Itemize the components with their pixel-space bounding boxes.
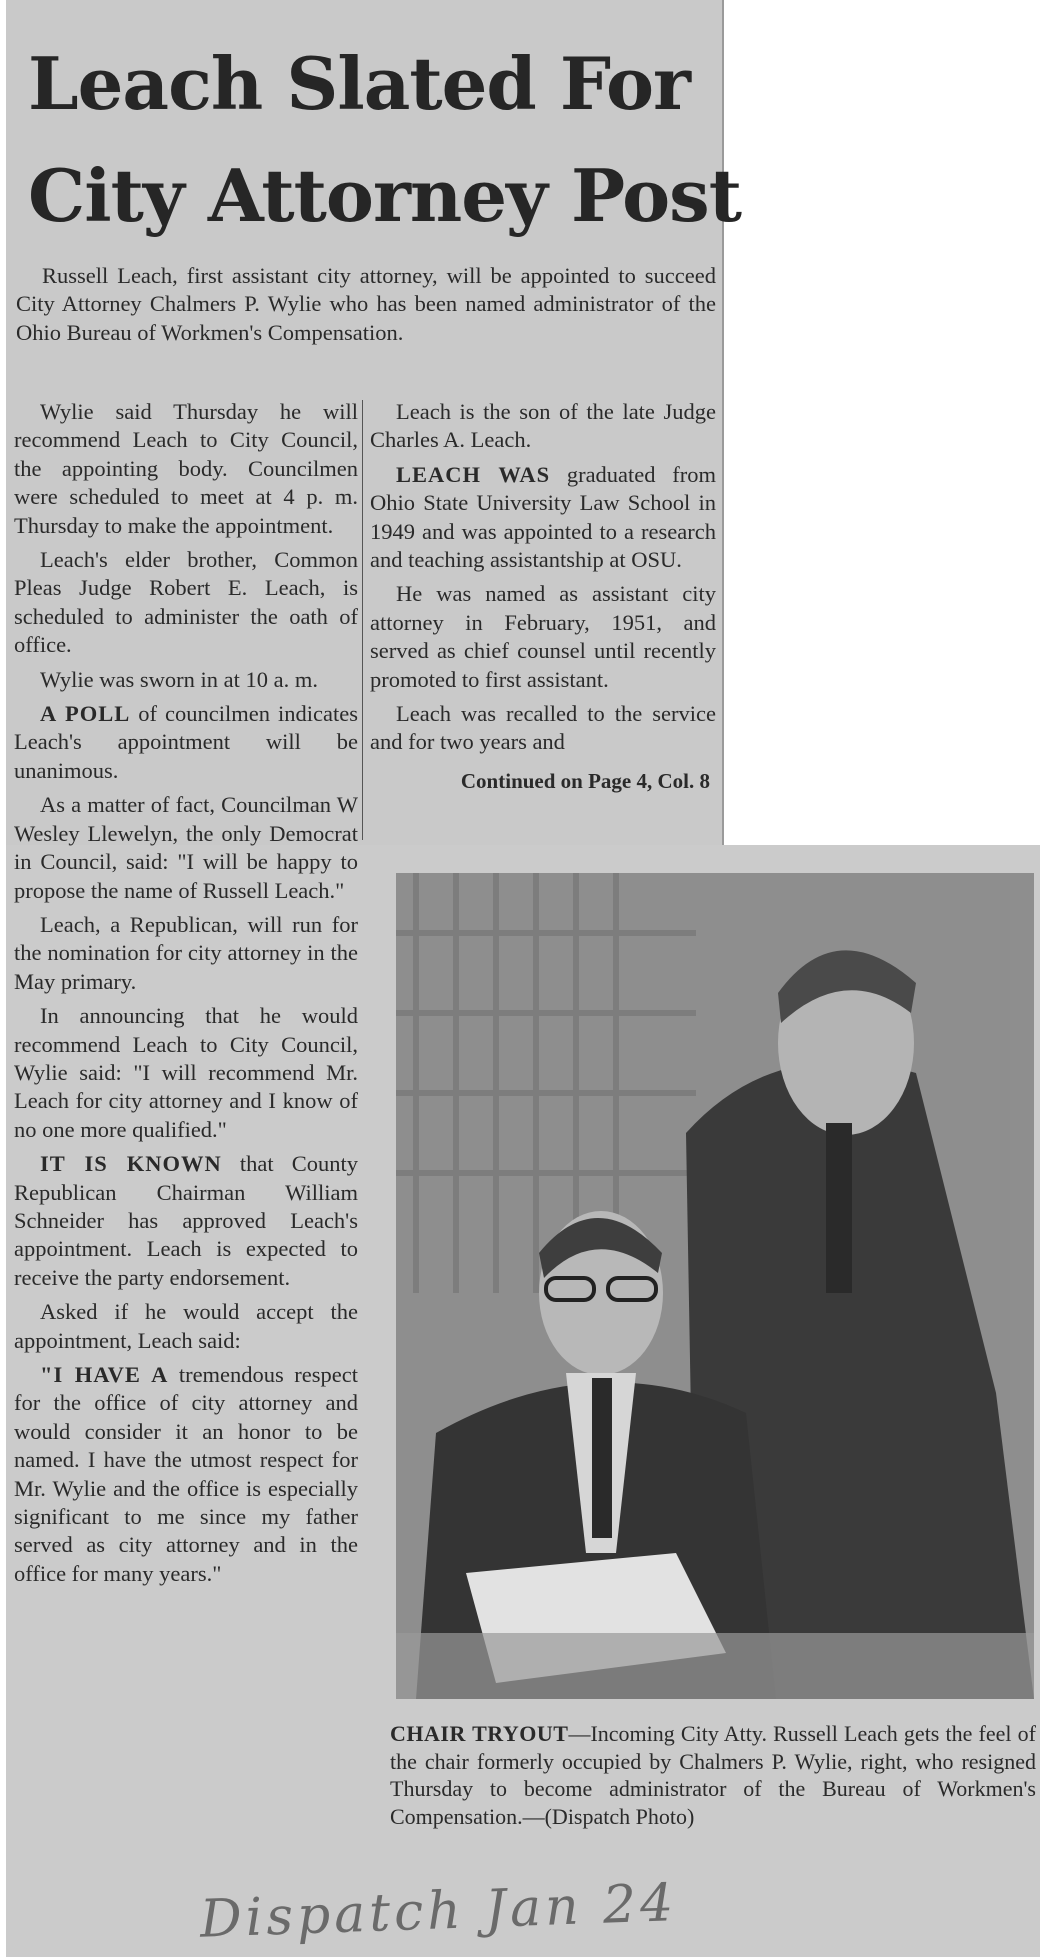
caption-caps: CHAIR TRYOUT [390, 1721, 569, 1746]
paragraph-text: graduated from Ohio State University Law School in 1949 and was appointed to a research and teaching assistantship at OSU. [370, 461, 716, 573]
caption-text: —Incoming City Atty. Russell Leach gets the feel of the chair formerly occupied by Chalmers P. Wylie, right, who resigned Thursday to become administrator of the Bureau of Workmen's Compensation.—(Dispatch Photo) [390, 1721, 1037, 1829]
column-rule [362, 400, 363, 840]
paragraph [14, 1361, 358, 1588]
headline-line-2: City Attorney Post [28, 153, 741, 238]
paragraph [14, 1150, 358, 1292]
paragraph: In announcing that he would recommend Leach to City Council, Wylie said: "I will recommend Mr. Leach for city attorney and I know of no one more qualified." [14, 1003, 358, 1142]
photo-illustration [396, 873, 1034, 1699]
paragraph: Leach, a Republican, will run for the nomination for city attorney in the May primary. [14, 911, 358, 994]
paragraph-text: of councilmen indicates Leach's appointment will be unanimous. [14, 701, 358, 783]
paragraph: Leach's elder brother, Common Pleas Judge Robert E. Leach, is scheduled to administer the oath of office. [14, 547, 358, 658]
subhead-caps: IT IS KNOWN [40, 1151, 222, 1177]
news-photo [396, 873, 1034, 1699]
article-column-left [14, 398, 358, 1594]
paragraph: He was named as assistant city attorney in February, 1951, and served as chief counsel until recently promoted to first assistant. [370, 581, 716, 692]
paragraph: Wylie said Thursday he will recommend Leach to City Council, the appointing body. Councilmen were scheduled to meet at 4 p. m. Thursday to make the appointment. [14, 399, 358, 538]
paragraph-text: that County Republican Chairman William Schneider has approved Leach's appointment. Leach is expected to receive the party endorsement. [14, 1151, 358, 1290]
continued-line: Continued on Page 4, Col. 8 [460, 768, 710, 793]
lead-paragraph: Russell Leach, first assistant city attorney, will be appointed to succeed City Attorney Chalmers P. Wylie who has been named administrator of the Ohio Bureau of Workmen's Compensation. [16, 263, 716, 345]
subhead-caps: "I HAVE A [40, 1362, 169, 1387]
headline [28, 28, 741, 252]
photo-caption [390, 1720, 1036, 1830]
headline-line-1: Leach Slated For [28, 41, 690, 126]
article-column-right [370, 398, 716, 795]
paragraph-text: tremendous respect for the office of city attorney and would consider it an honor to be named. I have the utmost respect for Mr. Wylie and the office is especially significant to me since my father served as city attorney and in the office for many years." [14, 1362, 358, 1586]
paragraph: Wylie was sworn in at 10 a. m. [40, 666, 318, 692]
paragraph: As a matter of fact, Councilman W Wesley Llewelyn, the only Democrat in Council, said: "I will be happy to propose the name of Russell Leach." [14, 792, 358, 903]
subhead-caps: A POLL [40, 701, 131, 727]
paragraph [14, 700, 358, 785]
paragraph: Leach is the son of the late Judge Charles A. Leach. [370, 399, 716, 453]
paragraph: Leach was recalled to the service and for two years and [370, 701, 716, 755]
lead-paragraph-block [16, 262, 716, 353]
subhead-caps: LEACH WAS [396, 461, 551, 487]
handwritten-note: Dispatch Jan 24 [198, 1873, 679, 1950]
paragraph [370, 461, 716, 575]
paragraph: Asked if he would accept the appointment, Leach said: [14, 1299, 358, 1353]
